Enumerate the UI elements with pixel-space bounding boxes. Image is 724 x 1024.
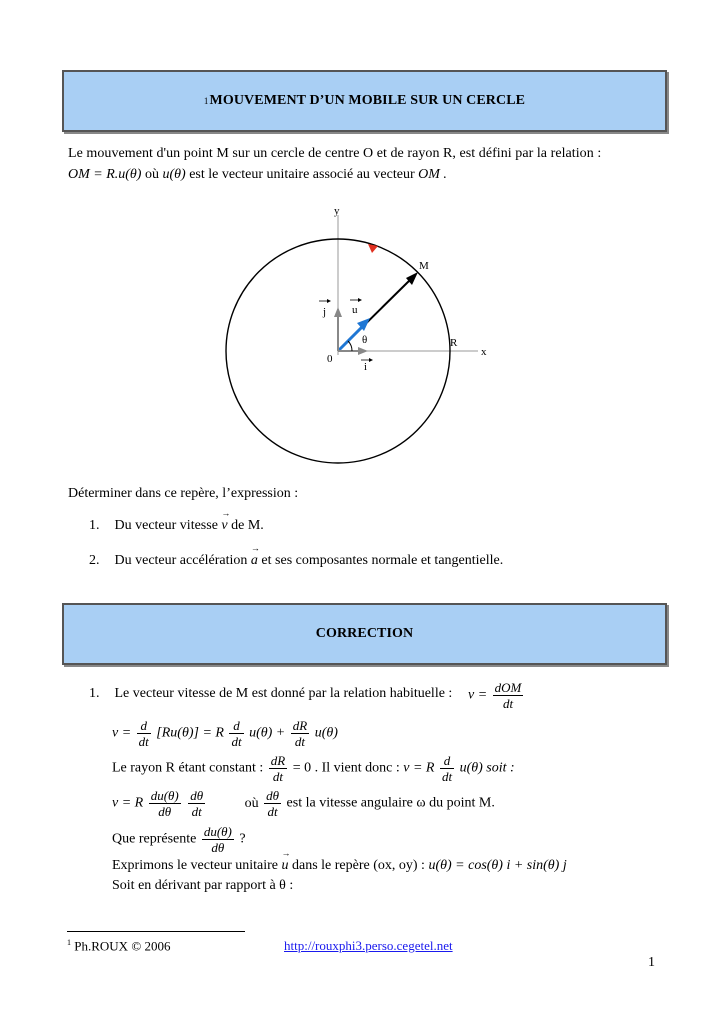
label-origin: 0 xyxy=(327,353,333,365)
eq2-lhs: v = xyxy=(112,725,132,741)
page-number: 1 xyxy=(648,955,655,970)
soit-derivant: Soit en dérivant par rapport à θ : xyxy=(112,878,294,893)
que-represente-qmark: ? xyxy=(239,831,246,847)
intro-text-after: est le vecteur unitaire associé au vecteur xyxy=(189,167,415,182)
dr-frac xyxy=(269,753,287,784)
eq3-frac2-den: dt xyxy=(191,804,202,819)
circle-figure xyxy=(225,200,505,490)
intro-line1: Le mouvement d'un point M sur un cercle de centre O et de rayon R, est défini par la relation : xyxy=(68,146,602,161)
eq2-frac1-den: dt xyxy=(138,734,149,749)
intro-u-theta: u(θ) xyxy=(162,167,186,182)
eq2-frac1-num: d xyxy=(137,718,151,734)
eq3-frac3 xyxy=(264,788,281,819)
eq3-frac2-num: dθ xyxy=(190,788,204,803)
du-dtheta-frac xyxy=(202,824,234,855)
eq2-frac3-num: dR xyxy=(292,718,308,733)
eq2-u: u(θ) + xyxy=(249,725,286,741)
eq3-frac3-den: dt xyxy=(267,804,278,819)
correction-banner xyxy=(62,603,667,665)
eq3-frac2 xyxy=(188,788,205,819)
question-item-2-sym: → a xyxy=(251,553,258,569)
label-r: R xyxy=(450,337,458,349)
eq-v-r: v = R xyxy=(403,760,435,776)
formula-om: OM = R.u(θ) xyxy=(68,167,142,182)
exprimons-text-b: dans le repère (ox, oy) : xyxy=(292,858,425,873)
question-item-1-sym: → v xyxy=(221,518,227,534)
question-item-1 xyxy=(89,518,264,534)
d-dt-num: d xyxy=(440,753,454,769)
exprimons-u: → u xyxy=(282,858,289,874)
eq-v-expanded xyxy=(112,718,338,749)
correction-item-1-text: Le vecteur vitesse de M est donné par la relation habituelle : xyxy=(114,686,453,701)
exprimons-line xyxy=(112,858,567,874)
eq-v-def-num: dOM xyxy=(494,680,522,695)
il-vient: . Il vient donc : xyxy=(314,760,400,776)
footnote xyxy=(67,938,170,954)
intro-om-end: OM . xyxy=(418,167,447,182)
que-represente xyxy=(112,824,246,855)
eq-v-def-den: dt xyxy=(502,696,514,711)
eq2-bracket: [Ru(θ)] = R xyxy=(156,725,224,741)
que-represente-text: Que représente xyxy=(112,831,197,847)
eq-v-def xyxy=(468,680,525,711)
correction-item-1-num: 1. xyxy=(89,686,100,701)
question-intro: Déterminer dans ce repère, l’expression : xyxy=(68,486,299,501)
d-dt-den: dt xyxy=(441,769,453,784)
du-dtheta-den: dθ xyxy=(211,840,225,855)
label-u: u xyxy=(352,304,358,316)
label-i: i xyxy=(364,361,368,373)
correction-item-1 xyxy=(89,686,452,702)
intro-line2 xyxy=(68,167,447,183)
eq2-frac3-den: dt xyxy=(294,734,306,749)
eq3-ou: où xyxy=(244,795,259,811)
eq3-frac1 xyxy=(149,788,181,819)
eq3-frac1-den: dθ xyxy=(158,804,172,819)
eq2-frac2-den: dt xyxy=(231,734,242,749)
dr-frac-den: dt xyxy=(272,769,284,784)
question-item-2-text-b: et ses composantes normale et tangentielle. xyxy=(261,553,504,568)
question-item-1-text-a: Du vecteur vitesse xyxy=(114,518,218,533)
footnote-mark: 1 xyxy=(203,96,209,106)
title-banner xyxy=(62,70,667,132)
eq-v-omega xyxy=(112,788,495,819)
label-theta: θ xyxy=(362,334,368,346)
label-m: M xyxy=(419,260,429,272)
question-item-1-num: 1. xyxy=(89,518,100,533)
label-j: j xyxy=(323,306,327,318)
u-theta-soit: u(θ) soit : xyxy=(459,760,515,776)
eq-v-def-lhs: v = xyxy=(468,687,488,703)
line-rayon xyxy=(112,753,515,784)
correction-title: CORRECTION xyxy=(315,626,414,641)
eq-dr-zero: = 0 xyxy=(292,760,312,776)
d-dt-frac xyxy=(440,753,454,784)
footnote-number: 1 xyxy=(67,938,71,947)
question-item-2-num: 2. xyxy=(89,553,100,568)
eq2-frac1 xyxy=(137,718,151,749)
footnote-author: Ph.ROUX © 2006 xyxy=(74,938,171,954)
eq-v-def-frac xyxy=(493,680,524,711)
author-website-link[interactable]: http://rouxphi3.perso.cegetel.net xyxy=(284,938,453,953)
exprimons-text: Exprimons le vecteur unitaire xyxy=(112,858,278,873)
question-item-2 xyxy=(89,553,503,569)
label-y: y xyxy=(334,205,340,217)
eq3-frac3-num: dθ xyxy=(266,788,280,803)
label-x: x xyxy=(481,346,487,358)
eq3-lhs: v = R xyxy=(112,795,144,811)
eq2-frac3 xyxy=(291,718,309,749)
question-item-1-text-b: de M. xyxy=(231,518,264,533)
eq2-frac2 xyxy=(229,718,243,749)
page-title: MOUVEMENT D’UN MOBILE SUR UN CERCLE xyxy=(209,93,526,108)
dr-frac-num: dR xyxy=(270,753,286,768)
omega-text: est la vitesse angulaire ω du point M. xyxy=(286,795,495,811)
eq3-frac1-num: du(θ) xyxy=(150,788,179,803)
question-item-2-text-a: Du vecteur accélération xyxy=(114,553,248,568)
eq2-frac2-num: d xyxy=(229,718,243,734)
line-rayon-text: Le rayon R étant constant : xyxy=(112,760,264,776)
du-dtheta-num: du(θ) xyxy=(203,824,232,839)
eq2-u2: u(θ) xyxy=(314,725,338,741)
footnote-separator xyxy=(67,931,245,932)
intro-ou: où xyxy=(144,167,159,182)
u-expression: u(θ) = cos(θ) i + sin(θ) j xyxy=(428,858,567,873)
